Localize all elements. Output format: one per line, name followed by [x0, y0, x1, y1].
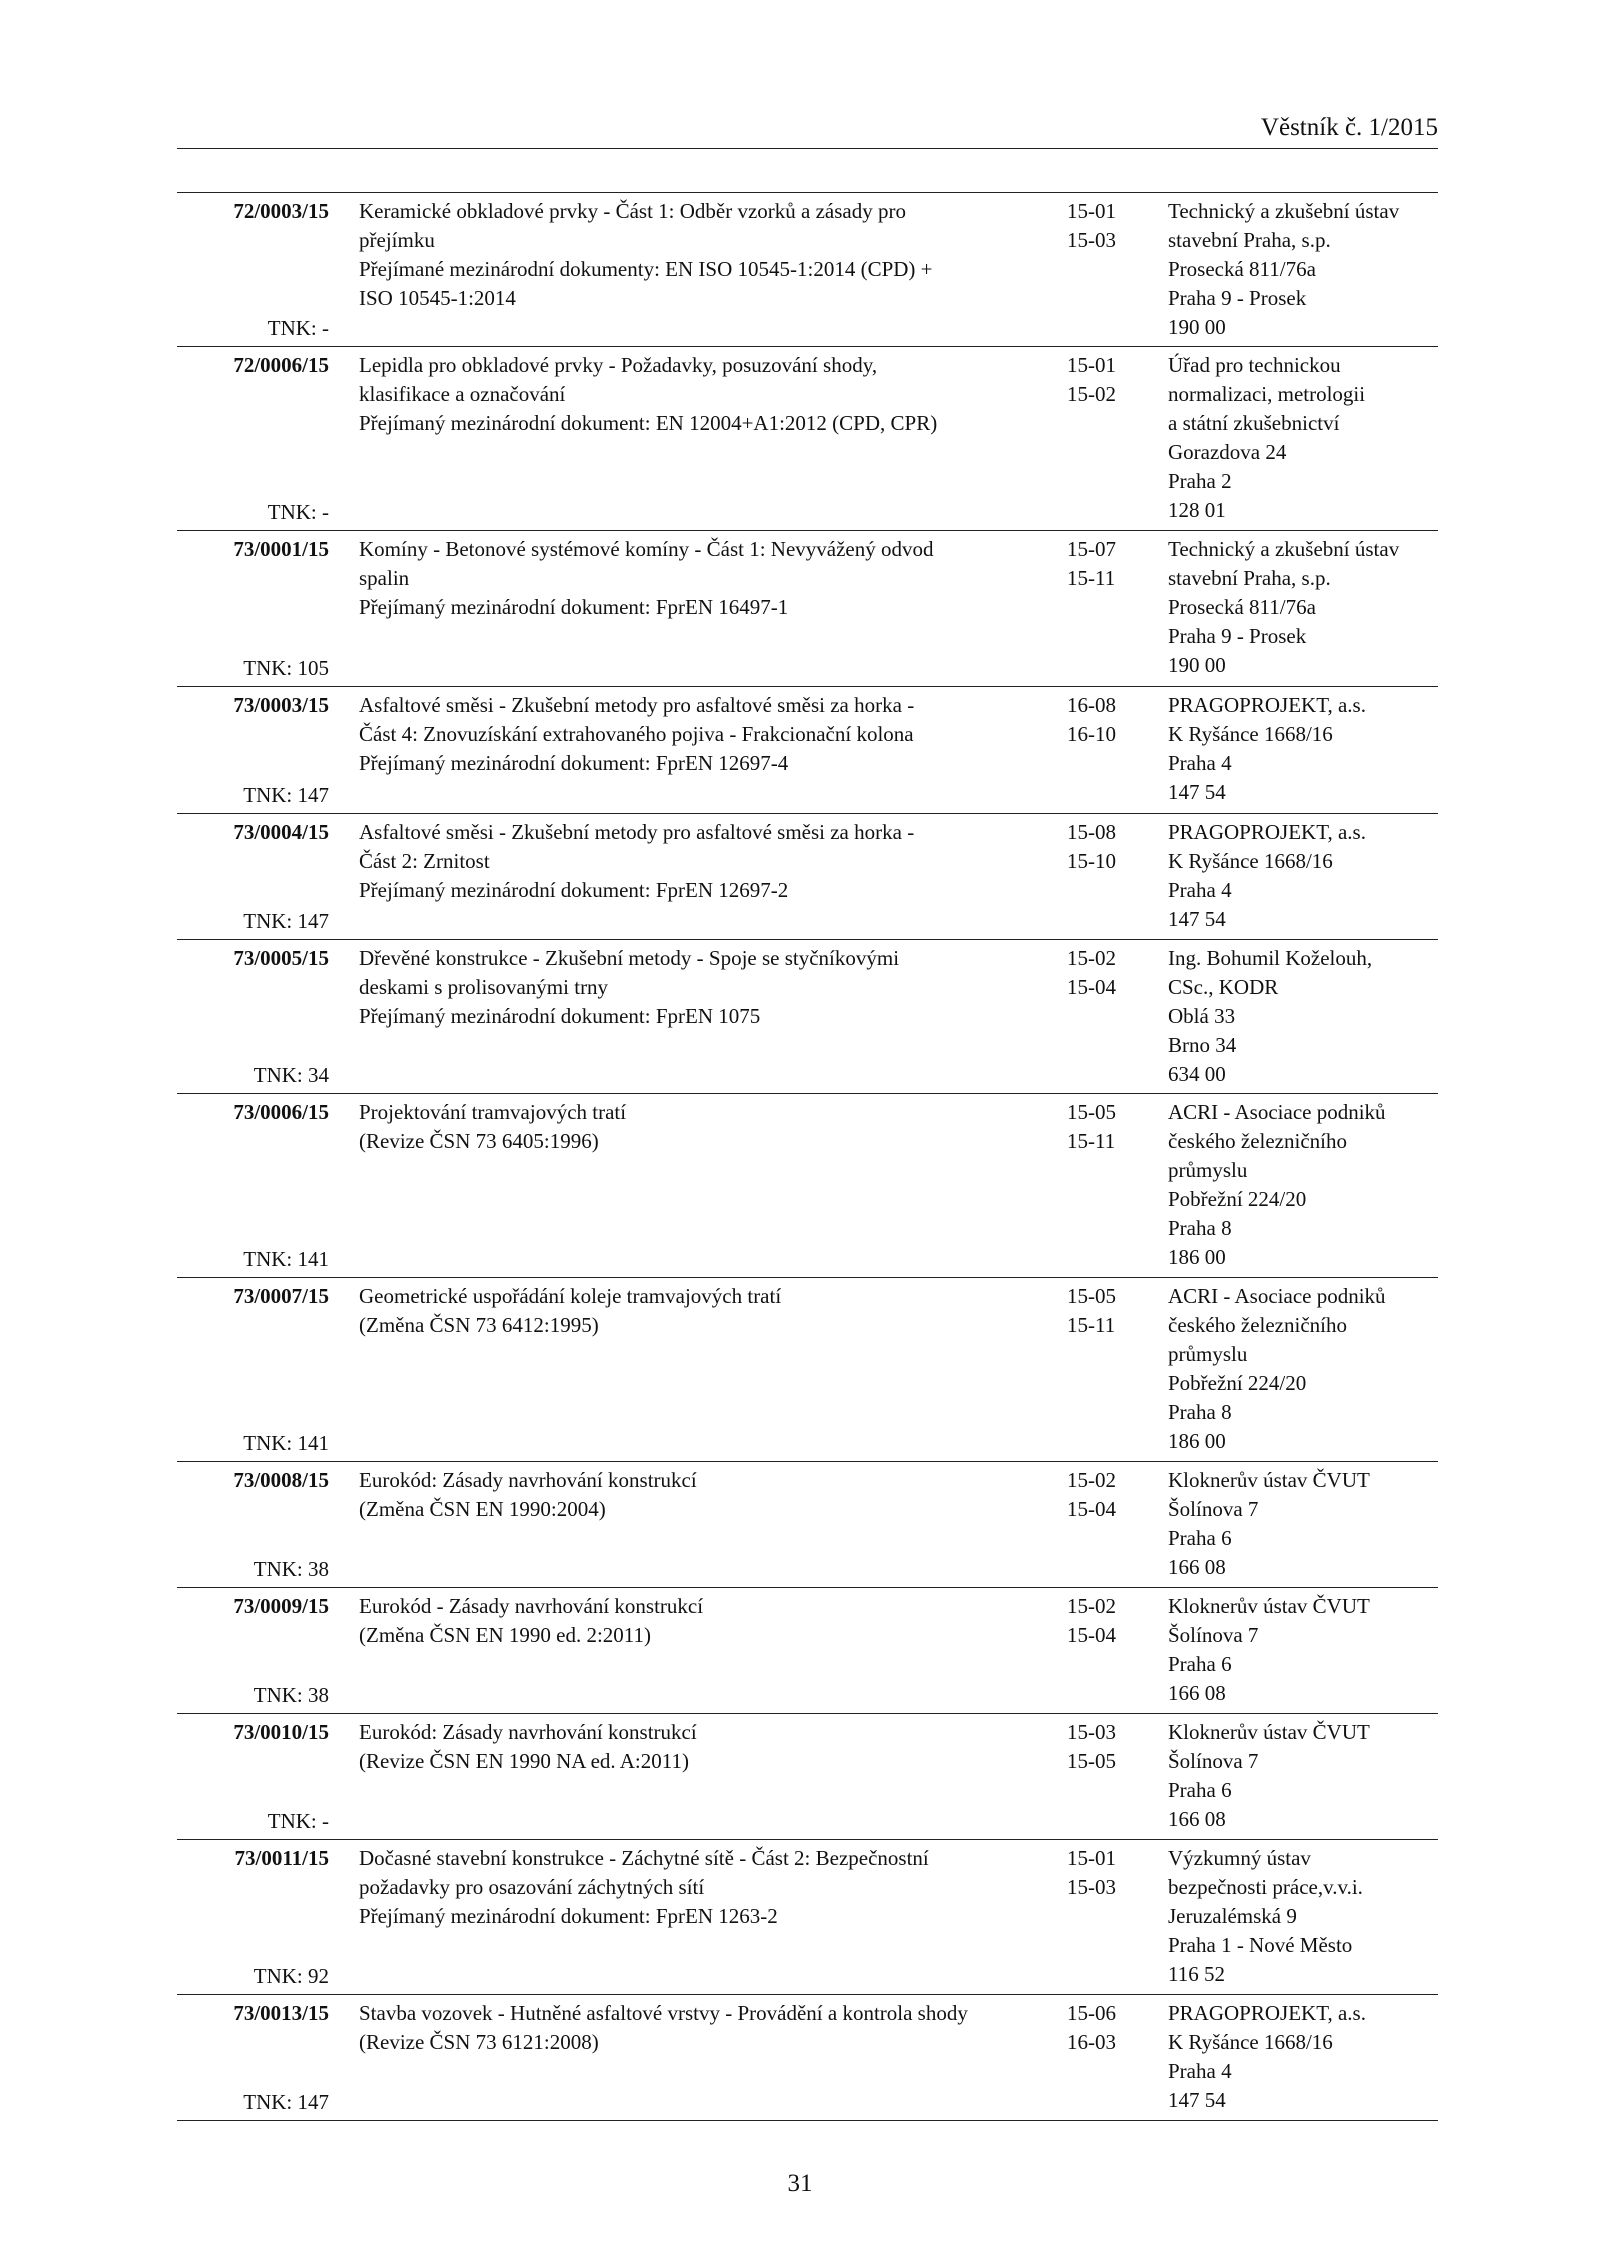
- processor-line: průmyslu: [1168, 1342, 1248, 1366]
- processor-cell: [1164, 691, 1438, 810]
- table-row: [177, 1995, 1438, 2121]
- title-line: Komíny - Betonové systémové komíny - Část 1: Nevyvážený odvod: [359, 537, 934, 561]
- processor-line: bezpečnosti práce,v.v.i.: [1168, 1875, 1363, 1899]
- title-line: Přejímaný mezinárodní dokument: EN 12004+A1:2012 (CPD, CPR): [359, 411, 938, 435]
- title-line: Část 4: Znovuzískání extrahovaného pojiva - Frakcionační kolona: [359, 722, 914, 746]
- bulletin-title: Věstník č. 1/2015: [1260, 114, 1438, 141]
- tnk-label: TNK: 34: [253, 1063, 329, 1087]
- processor-line: Šolínova 7: [1168, 1623, 1259, 1647]
- standard-id-cell: [177, 1592, 333, 1710]
- tnk-label: TNK: 141: [243, 1431, 329, 1455]
- processor-cell: [1164, 1718, 1438, 1836]
- table-row: [177, 1588, 1438, 1714]
- tnk-label: TNK: 38: [253, 1557, 329, 1581]
- tnk-label: TNK: 147: [243, 909, 329, 933]
- processor-line: ACRI - Asociace podniků: [1168, 1284, 1386, 1308]
- standard-id-cell: [177, 1098, 333, 1274]
- processor-line: a státní zkušebnictví: [1168, 411, 1340, 435]
- standard-number: 73/0003/15: [233, 693, 329, 717]
- date-value: 15-04: [1067, 1623, 1116, 1647]
- dates-cell: [1063, 1844, 1164, 1991]
- table-row: [177, 1714, 1438, 1840]
- standard-id-cell: [177, 351, 333, 527]
- title-line: (Revize ČSN 73 6121:2008): [359, 2030, 599, 2054]
- processor-line: 166 08: [1168, 1807, 1226, 1831]
- processor-line: 147 54: [1168, 907, 1226, 931]
- title-line: Stavba vozovek - Hutněné asfaltové vrstvy - Provádění a kontrola shody: [359, 2001, 968, 2025]
- dates-cell: [1063, 1718, 1164, 1836]
- processor-line: K Ryšánce 1668/16: [1168, 849, 1333, 873]
- standard-title-cell: [333, 691, 1063, 810]
- dates-cell: [1063, 351, 1164, 527]
- processor-line: Technický a zkušební ústav: [1168, 537, 1400, 561]
- standards-table: [177, 192, 1438, 2121]
- title-line: požadavky pro osazování záchytných sítí: [359, 1875, 705, 1899]
- table-row: [177, 347, 1438, 531]
- date-value: 15-10: [1067, 849, 1116, 873]
- title-line: ISO 10545-1:2014: [359, 286, 516, 310]
- title-line: Přejímaný mezinárodní dokument: FprEN 1075: [359, 1004, 761, 1028]
- standard-id-cell: [177, 197, 333, 343]
- processor-line: K Ryšánce 1668/16: [1168, 722, 1333, 746]
- standard-id-cell: [177, 535, 333, 683]
- processor-line: Praha 9 - Prosek: [1168, 624, 1307, 648]
- processor-line: Praha 6: [1168, 1526, 1232, 1550]
- processor-line: stavební Praha, s.p.: [1168, 228, 1331, 252]
- standard-title-cell: [333, 1999, 1063, 2117]
- date-value: 15-11: [1067, 566, 1116, 590]
- processor-line: ACRI - Asociace podniků: [1168, 1100, 1386, 1124]
- table-row: [177, 1278, 1438, 1462]
- tnk-label: TNK: 147: [243, 783, 329, 807]
- standard-id-cell: [177, 944, 333, 1090]
- title-line: Dočasné stavební konstrukce - Záchytné sítě - Část 2: Bezpečnostní: [359, 1846, 929, 1870]
- processor-cell: [1164, 1282, 1438, 1458]
- processor-line: 147 54: [1168, 2088, 1226, 2112]
- processor-cell: [1164, 1466, 1438, 1584]
- standard-number: 73/0009/15: [233, 1594, 329, 1618]
- title-line: Přejímaný mezinárodní dokument: FprEN 1263-2: [359, 1904, 778, 1928]
- date-value: 15-04: [1067, 975, 1116, 999]
- processor-line: normalizaci, metrologii: [1168, 382, 1366, 406]
- title-line: (Změna ČSN 73 6412:1995): [359, 1313, 599, 1337]
- date-value: 15-11: [1067, 1313, 1116, 1337]
- processor-line: Gorazdova 24: [1168, 440, 1287, 464]
- processor-cell: [1164, 818, 1438, 936]
- title-line: Asfaltové směsi - Zkušební metody pro asfaltové směsi za horka -: [359, 820, 915, 844]
- processor-line: 190 00: [1168, 653, 1226, 677]
- processor-line: PRAGOPROJEKT, a.s.: [1168, 693, 1366, 717]
- standard-number: 73/0005/15: [233, 946, 329, 970]
- processor-line: Praha 1 - Nové Město: [1168, 1933, 1353, 1957]
- processor-line: PRAGOPROJEKT, a.s.: [1168, 2001, 1366, 2025]
- processor-line: 128 01: [1168, 498, 1226, 522]
- tnk-label: TNK: 105: [243, 656, 329, 680]
- processor-line: Pobřežní 224/20: [1168, 1371, 1307, 1395]
- dates-cell: [1063, 691, 1164, 810]
- date-value: 15-08: [1067, 820, 1116, 844]
- processor-line: Technický a zkušební ústav: [1168, 199, 1400, 223]
- title-line: Přejímaný mezinárodní dokument: FprEN 16497-1: [359, 595, 789, 619]
- date-value: 15-05: [1067, 1749, 1116, 1773]
- standard-id-cell: [177, 1718, 333, 1836]
- title-line: Část 2: Zrnitost: [359, 849, 490, 873]
- table-row: [177, 531, 1438, 687]
- processor-line: 166 08: [1168, 1681, 1226, 1705]
- date-value: 15-11: [1067, 1129, 1116, 1153]
- title-line: (Změna ČSN EN 1990:2004): [359, 1497, 606, 1521]
- title-line: (Změna ČSN EN 1990 ed. 2:2011): [359, 1623, 652, 1647]
- title-line: Geometrické uspořádání koleje tramvajových tratí: [359, 1284, 782, 1308]
- dates-cell: [1063, 818, 1164, 936]
- processor-line: 186 00: [1168, 1429, 1226, 1453]
- processor-line: PRAGOPROJEKT, a.s.: [1168, 820, 1366, 844]
- processor-cell: [1164, 535, 1438, 683]
- standard-title-cell: [333, 1282, 1063, 1458]
- processor-line: Praha 9 - Prosek: [1168, 286, 1307, 310]
- standard-number: 73/0011/15: [234, 1846, 329, 1870]
- date-value: 16-10: [1067, 722, 1116, 746]
- standard-id-cell: [177, 818, 333, 936]
- processor-line: Úřad pro technickou: [1168, 353, 1341, 377]
- table-row: [177, 1094, 1438, 1278]
- processor-line: Praha 4: [1168, 878, 1232, 902]
- standard-title-cell: [333, 944, 1063, 1090]
- standard-number: 73/0008/15: [233, 1468, 329, 1492]
- dates-cell: [1063, 197, 1164, 343]
- processor-line: českého železničního: [1168, 1129, 1347, 1153]
- standard-title-cell: [333, 1466, 1063, 1584]
- title-line: Asfaltové směsi - Zkušební metody pro asfaltové směsi za horka -: [359, 693, 915, 717]
- standard-title-cell: [333, 197, 1063, 343]
- title-line: Eurokód: Zásady navrhování konstrukcí: [359, 1468, 697, 1492]
- standard-number: 73/0006/15: [233, 1100, 329, 1124]
- dates-cell: [1063, 1466, 1164, 1584]
- processor-line: Šolínova 7: [1168, 1749, 1259, 1773]
- tnk-label: TNK: -: [267, 500, 329, 524]
- standard-number: 73/0010/15: [233, 1720, 329, 1744]
- standard-id-cell: [177, 1844, 333, 1991]
- standard-title-cell: [333, 535, 1063, 683]
- date-value: 15-06: [1067, 2001, 1116, 2025]
- processor-line: Praha 4: [1168, 2059, 1232, 2083]
- processor-line: Praha 6: [1168, 1778, 1232, 1802]
- standard-id-cell: [177, 1466, 333, 1584]
- processor-cell: [1164, 1098, 1438, 1274]
- table-row: [177, 193, 1438, 347]
- standard-title-cell: [333, 351, 1063, 527]
- processor-line: Ing. Bohumil Koželouh,: [1168, 946, 1373, 970]
- processor-line: Kloknerův ústav ČVUT: [1168, 1720, 1370, 1744]
- title-line: Projektování tramvajových tratí: [359, 1100, 627, 1124]
- dates-cell: [1063, 1999, 1164, 2117]
- processor-line: 147 54: [1168, 780, 1226, 804]
- date-value: 15-05: [1067, 1100, 1116, 1124]
- processor-line: 166 08: [1168, 1555, 1226, 1579]
- standard-title-cell: [333, 818, 1063, 936]
- processor-line: 634 00: [1168, 1062, 1226, 1086]
- date-value: 15-07: [1067, 537, 1116, 561]
- processor-cell: [1164, 351, 1438, 527]
- processor-line: Brno 34: [1168, 1033, 1237, 1057]
- title-line: přejímku: [359, 228, 435, 252]
- page-number: 31: [787, 2170, 813, 2197]
- standard-id-cell: [177, 1999, 333, 2117]
- standard-title-cell: [333, 1718, 1063, 1836]
- processor-line: Oblá 33: [1168, 1004, 1236, 1028]
- title-line: spalin: [359, 566, 410, 590]
- processor-line: 190 00: [1168, 315, 1226, 339]
- processor-line: Jeruzalémská 9: [1168, 1904, 1297, 1928]
- processor-cell: [1164, 1844, 1438, 1991]
- processor-cell: [1164, 1592, 1438, 1710]
- standard-number: 73/0001/15: [233, 537, 329, 561]
- processor-line: 116 52: [1168, 1962, 1225, 1986]
- dates-cell: [1063, 1592, 1164, 1710]
- processor-cell: [1164, 197, 1438, 343]
- title-line: Dřevěné konstrukce - Zkušební metody - Spoje se styčníkovými: [359, 946, 900, 970]
- date-value: 15-01: [1067, 199, 1116, 223]
- processor-line: CSc., KODR: [1168, 975, 1279, 999]
- date-value: 16-03: [1067, 2030, 1116, 2054]
- title-line: Lepidla pro obkladové prvky - Požadavky, posuzování shody,: [359, 353, 878, 377]
- standard-title-cell: [333, 1844, 1063, 1991]
- processor-line: Prosecká 811/76a: [1168, 595, 1316, 619]
- title-line: Eurokód - Zásady navrhování konstrukcí: [359, 1594, 704, 1618]
- dates-cell: [1063, 535, 1164, 683]
- processor-line: Kloknerův ústav ČVUT: [1168, 1594, 1370, 1618]
- title-line: Přejímané mezinárodní dokumenty: EN ISO 10545-1:2014 (CPD) +: [359, 257, 933, 281]
- processor-line: Praha 4: [1168, 751, 1232, 775]
- title-line: Přejímaný mezinárodní dokument: FprEN 12697-4: [359, 751, 789, 775]
- standard-number: 73/0007/15: [233, 1284, 329, 1308]
- dates-cell: [1063, 944, 1164, 1090]
- tnk-label: TNK: -: [267, 1809, 329, 1833]
- processor-line: 186 00: [1168, 1245, 1226, 1269]
- date-value: 15-01: [1067, 1846, 1116, 1870]
- dates-cell: [1063, 1098, 1164, 1274]
- date-value: 15-02: [1067, 1594, 1116, 1618]
- date-value: 15-02: [1067, 382, 1116, 406]
- tnk-label: TNK: 147: [243, 2090, 329, 2114]
- processor-cell: [1164, 944, 1438, 1090]
- standard-title-cell: [333, 1592, 1063, 1710]
- processor-line: Kloknerův ústav ČVUT: [1168, 1468, 1370, 1492]
- date-value: 16-08: [1067, 693, 1116, 717]
- title-line: Přejímaný mezinárodní dokument: FprEN 12697-2: [359, 878, 789, 902]
- date-value: 15-02: [1067, 946, 1116, 970]
- processor-line: Prosecká 811/76a: [1168, 257, 1316, 281]
- standard-number: 72/0006/15: [233, 353, 329, 377]
- standard-number: 73/0004/15: [233, 820, 329, 844]
- date-value: 15-03: [1067, 1875, 1116, 1899]
- standard-title-cell: [333, 1098, 1063, 1274]
- page-header: [177, 112, 1438, 149]
- table-row: [177, 1462, 1438, 1588]
- processor-line: Praha 2: [1168, 469, 1232, 493]
- date-value: 15-02: [1067, 1468, 1116, 1492]
- processor-line: českého železničního: [1168, 1313, 1347, 1337]
- title-line: (Revize ČSN EN 1990 NA ed. A:2011): [359, 1749, 689, 1773]
- processor-line: Pobřežní 224/20: [1168, 1187, 1307, 1211]
- standard-id-cell: [177, 691, 333, 810]
- processor-line: Praha 6: [1168, 1652, 1232, 1676]
- standard-number: 72/0003/15: [233, 199, 329, 223]
- processor-cell: [1164, 1999, 1438, 2117]
- date-value: 15-03: [1067, 1720, 1116, 1744]
- tnk-label: TNK: 92: [253, 1964, 329, 1988]
- tnk-label: TNK: -: [267, 316, 329, 340]
- date-value: 15-05: [1067, 1284, 1116, 1308]
- processor-line: průmyslu: [1168, 1158, 1248, 1182]
- processor-line: Výzkumný ústav: [1168, 1846, 1311, 1870]
- title-line: klasifikace a označování: [359, 382, 566, 406]
- processor-line: stavební Praha, s.p.: [1168, 566, 1331, 590]
- table-row: [177, 687, 1438, 814]
- date-value: 15-03: [1067, 228, 1116, 252]
- title-line: (Revize ČSN 73 6405:1996): [359, 1129, 599, 1153]
- standard-number: 73/0013/15: [233, 2001, 329, 2025]
- tnk-label: TNK: 141: [243, 1247, 329, 1271]
- standard-id-cell: [177, 1282, 333, 1458]
- date-value: 15-01: [1067, 353, 1116, 377]
- date-value: 15-04: [1067, 1497, 1116, 1521]
- title-line: Eurokód: Zásady navrhování konstrukcí: [359, 1720, 697, 1744]
- processor-line: K Ryšánce 1668/16: [1168, 2030, 1333, 2054]
- dates-cell: [1063, 1282, 1164, 1458]
- processor-line: Praha 8: [1168, 1400, 1232, 1424]
- processor-line: Praha 8: [1168, 1216, 1232, 1240]
- table-row: [177, 940, 1438, 1094]
- title-line: deskami s prolisovanými trny: [359, 975, 609, 999]
- table-row: [177, 1840, 1438, 1995]
- title-line: Keramické obkladové prvky - Část 1: Odběr vzorků a zásady pro: [359, 199, 906, 223]
- tnk-label: TNK: 38: [253, 1683, 329, 1707]
- processor-line: Šolínova 7: [1168, 1497, 1259, 1521]
- table-row: [177, 814, 1438, 940]
